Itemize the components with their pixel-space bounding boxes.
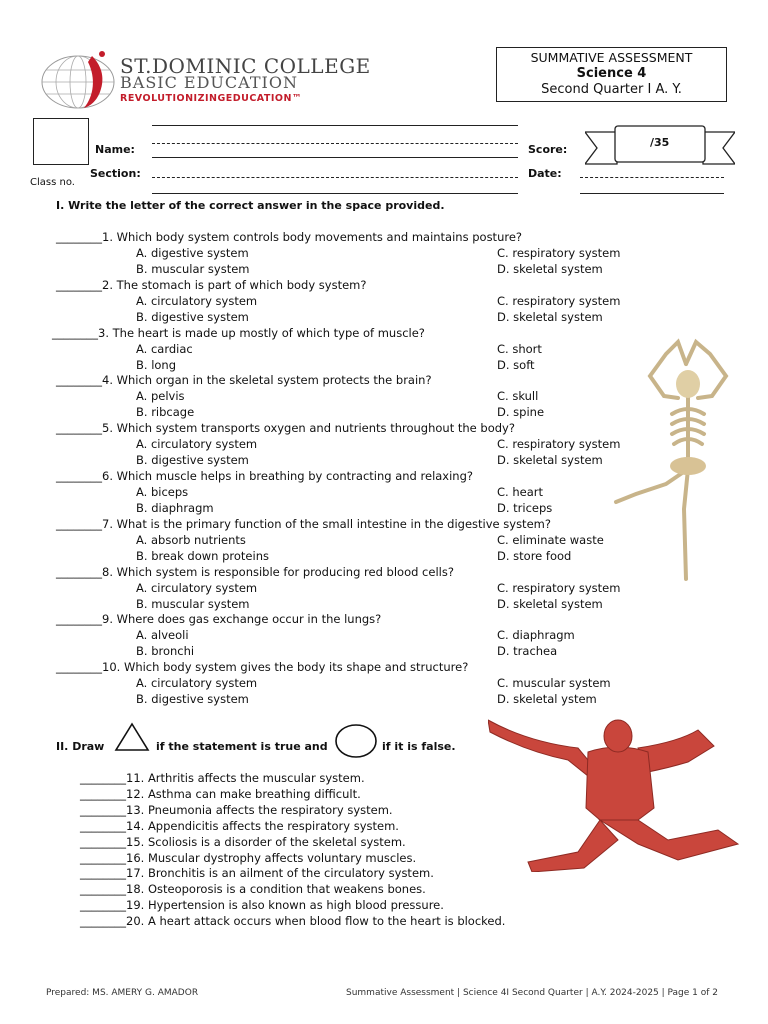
option-c-5: C. respiratory system <box>497 437 621 452</box>
option-c-4: C. skull <box>497 389 539 404</box>
true-false-item-20: ________20. A heart attack occurs when blood flow to the heart is blocked. <box>80 914 506 929</box>
option-a-9: A. alveoli <box>136 628 189 643</box>
school-name: ST.DOMINIC COLLEGE <box>120 54 371 78</box>
part2-instruction-mid: if the statement is true and <box>156 740 328 753</box>
option-d-8: D. skeletal system <box>497 596 603 611</box>
option-d-1: D. skeletal system <box>497 262 603 276</box>
option-c-7: C. eliminate waste <box>497 532 604 547</box>
question-6: ________6. Which muscle helps in breathing by contracting and relaxing? <box>56 469 473 483</box>
true-false-item-17: ________17. Bronchitis is an ailment of the circulatory system. <box>80 866 434 881</box>
option-b-7: B. break down proteins <box>136 548 269 563</box>
true-false-item-11: ________11. Arthritis affects the muscular system. <box>80 771 365 785</box>
class-no-label: Class no. <box>30 177 75 188</box>
question-10: ________10. Which body system gives the body its shape and structure? <box>56 660 469 675</box>
school-tagline: REVOLUTIONIZINGEDUCATION™ <box>120 93 302 104</box>
option-d-7: D. store food <box>497 548 572 563</box>
option-c-3: C. short <box>497 341 542 356</box>
class-number-box[interactable] <box>33 118 89 165</box>
option-a-10: A. circulatory system <box>136 676 258 691</box>
option-c-1: C. respiratory system <box>497 246 621 260</box>
assessment-title: SUMMATIVE ASSESSMENT <box>530 50 693 65</box>
option-a-6: A. biceps <box>136 485 189 499</box>
triangle-icon <box>114 722 150 752</box>
score-ribbon <box>585 124 735 174</box>
section-bottom-line <box>152 193 518 194</box>
circle-icon <box>334 723 378 759</box>
prepared-by: Prepared: MS. AMERY G. AMADOR <box>46 988 199 998</box>
option-d-2: D. skeletal system <box>497 309 603 324</box>
option-b-8: B. muscular system <box>136 596 250 611</box>
true-false-item-18: ________18. Osteoporosis is a condition that weakens bones. <box>80 882 426 897</box>
school-logo <box>40 48 120 110</box>
question-1: ________1. Which body system controls body movements and maintains posture? <box>56 230 523 244</box>
score-label: Score: <box>528 143 568 156</box>
question-2: ________2. The stomach is part of which body system? <box>56 277 367 292</box>
true-false-item-19: ________19. Hypertension is also known as high blood pressure. <box>80 898 444 913</box>
true-false-item-15: ________15. Scoliosis is a disorder of the skeletal system. <box>80 834 406 849</box>
option-c-2: C. respiratory system <box>497 293 621 308</box>
part2-instruction <box>56 740 104 753</box>
part1-instruction: I. Write the letter of the correct answer in the space provided. <box>56 199 445 212</box>
option-b-10: B. digestive system <box>136 692 249 707</box>
section-field[interactable] <box>152 177 518 178</box>
option-b-4: B. ribcage <box>136 405 195 420</box>
option-d-4: D. spine <box>497 405 545 420</box>
skeleton-illustration <box>606 334 766 584</box>
name-bottom-line <box>152 157 518 158</box>
part2-instruction-pre: II. Draw <box>56 740 105 753</box>
date-bottom-line <box>580 193 724 194</box>
option-d-3: D. soft <box>497 357 535 372</box>
section-label: Section: <box>90 167 141 180</box>
assessment-box <box>496 47 727 102</box>
true-false-item-14: ________14. Appendicitis affects the respiratory system. <box>80 818 399 833</box>
question-5: ________5. Which system transports oxygen and nutrients throughout the body? <box>56 421 515 436</box>
question-3: ________3. The heart is made up mostly of which type of muscle? <box>52 325 425 340</box>
score-total: /35 <box>650 136 670 149</box>
option-a-2: A. circulatory system <box>136 293 258 308</box>
option-b-3: B. long <box>136 357 177 372</box>
option-c-9: C. diaphragm <box>497 628 575 643</box>
question-8: ________8. Which system is responsible for producing red blood cells? <box>56 564 454 579</box>
option-c-8: C. respiratory system <box>497 580 621 595</box>
option-a-5: A. circulatory system <box>136 437 258 452</box>
question-9: ________9. Where does gas exchange occur in the lungs? <box>56 612 382 627</box>
option-d-5: D. skeletal system <box>497 453 603 468</box>
quarter-label: Second Quarter I A. Y. <box>541 82 682 97</box>
option-d-9: D. trachea <box>497 644 558 659</box>
option-d-10: D. skeletal ystem <box>497 692 597 707</box>
option-b-6: B. diaphragm <box>136 501 214 515</box>
option-a-7: A. absorb nutrients <box>136 532 246 547</box>
option-c-6: C. heart <box>497 485 543 499</box>
option-b-9: B. bronchi <box>136 644 195 659</box>
option-b-1: B. muscular system <box>136 262 250 276</box>
question-7: ________7. What is the primary function of the small intestine in the digestive system? <box>56 516 551 531</box>
option-a-1: A. digestive system <box>136 246 249 260</box>
name-field[interactable] <box>152 143 518 144</box>
part2-instruction-post: if it is false. <box>382 740 456 753</box>
footer-info: Summative Assessment | Science 4I Second Quarter | A.Y. 2024-2025 | Page 1 of 2 <box>346 988 719 998</box>
option-b-5: B. digestive system <box>136 453 249 468</box>
question-4: ________4. Which organ in the skeletal system protects the brain? <box>56 373 432 388</box>
true-false-item-12: ________12. Asthma can make breathing difficult. <box>80 786 361 801</box>
option-a-3: A. cardiac <box>136 341 193 356</box>
option-a-4: A. pelvis <box>136 389 185 404</box>
option-d-6: D. triceps <box>497 501 553 515</box>
name-top-line <box>152 125 518 126</box>
school-division: BASIC EDUCATION <box>120 73 298 92</box>
name-label: Name: <box>95 143 135 156</box>
date-label: Date: <box>528 167 562 180</box>
option-b-2: B. digestive system <box>136 309 249 324</box>
muscular-figure-illustration <box>488 712 744 872</box>
subject-title: Science 4 <box>576 66 647 81</box>
option-c-10: C. muscular system <box>497 676 611 691</box>
true-false-item-16: ________16. Muscular dystrophy affects voluntary muscles. <box>80 850 417 865</box>
option-a-8: A. circulatory system <box>136 580 258 595</box>
date-field[interactable] <box>580 177 724 178</box>
true-false-item-13: ________13. Pneumonia affects the respiratory system. <box>80 802 393 817</box>
